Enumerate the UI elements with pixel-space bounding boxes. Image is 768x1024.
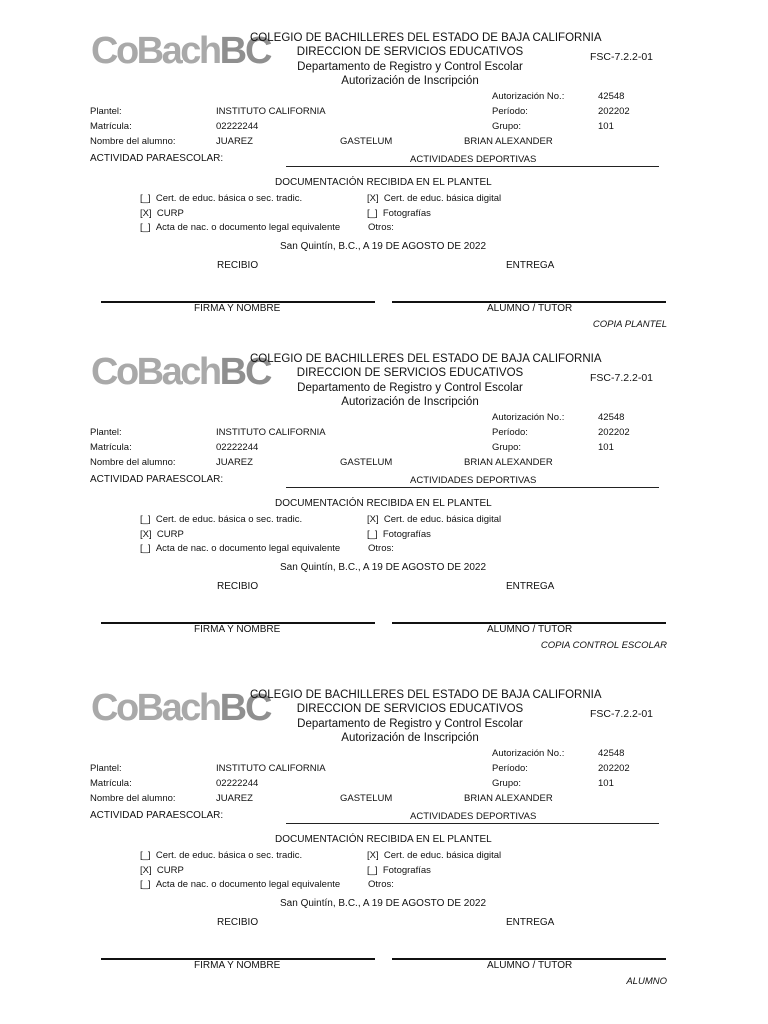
- nombres: BRIAN ALEXANDER: [464, 793, 553, 804]
- header-line-1: COLEGIO DE BACHILLERES DEL ESTADO DE BAJA CALIFORNIA: [250, 353, 602, 365]
- header-line-2: DIRECCION DE SERVICIOS EDUCATIVOS: [296, 703, 524, 716]
- matricula-value: 02222244: [216, 121, 259, 132]
- doc-item-acta: [_] Acta de nac. o documento legal equivalente: [140, 879, 341, 890]
- entrega-label: ENTREGA: [506, 581, 555, 592]
- header-line-3: Departamento de Registro y Control Escolar: [297, 381, 523, 394]
- plantel-label: Plantel:: [90, 427, 122, 438]
- nombres: BRIAN ALEXANDER: [464, 136, 553, 147]
- place-date: San Quintín, B.C., A 19 DE AGOSTO DE 2022: [280, 241, 487, 252]
- periodo-label: Período:: [492, 106, 528, 117]
- entrega-label: ENTREGA: [506, 260, 555, 271]
- actividad-value: ACTIVIDADES DEPORTIVAS: [410, 154, 537, 165]
- autorizacion-label: Autorización No.:: [492, 748, 565, 759]
- institution-header: [250, 688, 602, 745]
- autorizacion-value: 42548: [598, 91, 625, 102]
- authorization-copy-1: [0, 0, 768, 336]
- doc-otros-label: Otros:: [368, 543, 394, 554]
- autorizacion-label: Autorización No.:: [492, 91, 565, 102]
- actividad-value: ACTIVIDADES DEPORTIVAS: [410, 811, 537, 822]
- header-line-2: DIRECCION DE SERVICIOS EDUCATIVOS: [296, 367, 524, 380]
- cobach-logo: CoBachBC: [91, 30, 271, 72]
- apellido-paterno: JUAREZ: [216, 457, 253, 468]
- actividad-underline: [286, 823, 659, 824]
- doc-otros-label: Otros:: [368, 222, 394, 233]
- header-line-4: Autorización de Inscripción: [341, 74, 479, 87]
- documentation-title: DOCUMENTACIÓN RECIBIDA EN EL PLANTEL: [275, 177, 492, 188]
- apellido-paterno: JUAREZ: [216, 793, 253, 804]
- doc-item-cert-digital: [X] Cert. de educ. básica digital: [367, 514, 502, 525]
- doc-item-curp: [X] CURP: [140, 529, 184, 540]
- nombre-label: Nombre del alumno:: [90, 793, 176, 804]
- recibio-label: RECIBIO: [217, 260, 259, 271]
- nombres: BRIAN ALEXANDER: [464, 457, 553, 468]
- doc-item-fotografias: [_] Fotografías: [367, 529, 431, 540]
- plantel-value: INSTITUTO CALIFORNIA: [216, 106, 326, 117]
- actividad-underline: [286, 166, 659, 167]
- doc-item-curp: [X] CURP: [140, 865, 184, 876]
- header-line-1: COLEGIO DE BACHILLERES DEL ESTADO DE BAJA CALIFORNIA: [250, 32, 602, 44]
- apellido-materno: GASTELUM: [340, 793, 393, 804]
- nombre-label: Nombre del alumno:: [90, 136, 176, 147]
- cobach-logo: CoBachBC: [91, 687, 271, 729]
- grupo-value: 101: [598, 778, 614, 789]
- documentation-title: DOCUMENTACIÓN RECIBIDA EN EL PLANTEL: [275, 834, 492, 845]
- actividad-value: ACTIVIDADES DEPORTIVAS: [410, 475, 537, 486]
- grupo-value: 101: [598, 121, 614, 132]
- autorizacion-value: 42548: [598, 412, 625, 423]
- doc-item-cert-digital: [X] Cert. de educ. básica digital: [367, 193, 502, 204]
- periodo-label: Período:: [492, 763, 528, 774]
- grupo-label: Grupo:: [492, 442, 522, 453]
- form-code: FSC-7.2.2-01: [590, 708, 654, 720]
- header-line-2: DIRECCION DE SERVICIOS EDUCATIVOS: [296, 46, 524, 59]
- actividad-label: ACTIVIDAD PARAESCOLAR:: [90, 810, 224, 821]
- doc-otros-label: Otros:: [368, 879, 394, 890]
- institution-header: [250, 31, 602, 88]
- plantel-value: INSTITUTO CALIFORNIA: [216, 427, 326, 438]
- matricula-label: Matrícula:: [90, 442, 132, 453]
- periodo-value: 202202: [598, 763, 630, 774]
- header-line-1: COLEGIO DE BACHILLERES DEL ESTADO DE BAJA CALIFORNIA: [250, 689, 602, 701]
- plantel-value: INSTITUTO CALIFORNIA: [216, 763, 326, 774]
- documentation-title: DOCUMENTACIÓN RECIBIDA EN EL PLANTEL: [275, 498, 492, 509]
- copy-destination-note: ALUMNO: [626, 976, 667, 987]
- actividad-label: ACTIVIDAD PARAESCOLAR:: [90, 153, 224, 164]
- doc-item-cert-tradicional: [_] Cert. de educ. básica o sec. tradic.: [140, 514, 303, 525]
- matricula-value: 02222244: [216, 778, 259, 789]
- periodo-value: 202202: [598, 106, 630, 117]
- header-line-4: Autorización de Inscripción: [341, 395, 479, 408]
- entrega-label: ENTREGA: [506, 917, 555, 928]
- place-date: San Quintín, B.C., A 19 DE AGOSTO DE 2022: [280, 898, 487, 909]
- firma-nombre-label: FIRMA Y NOMBRE: [194, 960, 281, 971]
- recibio-label: RECIBIO: [217, 917, 259, 928]
- doc-item-curp: [X] CURP: [140, 208, 184, 219]
- header-line-3: Departamento de Registro y Control Escolar: [297, 60, 523, 73]
- form-code: FSC-7.2.2-01: [590, 51, 654, 63]
- institution-header: [250, 352, 602, 409]
- doc-item-acta: [_] Acta de nac. o documento legal equivalente: [140, 543, 341, 554]
- doc-item-fotografias: [_] Fotografías: [367, 865, 431, 876]
- doc-item-cert-tradicional: [_] Cert. de educ. básica o sec. tradic.: [140, 193, 303, 204]
- copy-destination-note: COPIA PLANTEL: [592, 319, 667, 330]
- plantel-label: Plantel:: [90, 763, 122, 774]
- alumno-tutor-label: ALUMNO / TUTOR: [487, 303, 573, 314]
- matricula-value: 02222244: [216, 442, 259, 453]
- grupo-value: 101: [598, 442, 614, 453]
- header-line-3: Departamento de Registro y Control Escolar: [297, 717, 523, 730]
- cobach-logo: CoBachBC: [91, 351, 271, 393]
- nombre-label: Nombre del alumno:: [90, 457, 176, 468]
- alumno-tutor-label: ALUMNO / TUTOR: [487, 624, 573, 635]
- plantel-label: Plantel:: [90, 106, 122, 117]
- header-line-4: Autorización de Inscripción: [341, 731, 479, 744]
- grupo-label: Grupo:: [492, 778, 522, 789]
- autorizacion-value: 42548: [598, 748, 625, 759]
- form-code: FSC-7.2.2-01: [590, 372, 654, 384]
- doc-item-fotografias: [_] Fotografías: [367, 208, 431, 219]
- recibio-label: RECIBIO: [217, 581, 259, 592]
- place-date: San Quintín, B.C., A 19 DE AGOSTO DE 2022: [280, 562, 487, 573]
- periodo-label: Período:: [492, 427, 528, 438]
- firma-nombre-label: FIRMA Y NOMBRE: [194, 303, 281, 314]
- apellido-paterno: JUAREZ: [216, 136, 253, 147]
- authorization-copy-2: [0, 321, 768, 657]
- authorization-copy-3: [0, 657, 768, 993]
- actividad-underline: [286, 487, 659, 488]
- apellido-materno: GASTELUM: [340, 136, 393, 147]
- alumno-tutor-label: ALUMNO / TUTOR: [487, 960, 573, 971]
- firma-nombre-label: FIRMA Y NOMBRE: [194, 624, 281, 635]
- copy-destination-note: COPIA CONTROL ESCOLAR: [540, 640, 667, 651]
- periodo-value: 202202: [598, 427, 630, 438]
- doc-item-cert-tradicional: [_] Cert. de educ. básica o sec. tradic.: [140, 850, 303, 861]
- grupo-label: Grupo:: [492, 121, 522, 132]
- apellido-materno: GASTELUM: [340, 457, 393, 468]
- matricula-label: Matrícula:: [90, 121, 132, 132]
- autorizacion-label: Autorización No.:: [492, 412, 565, 423]
- matricula-label: Matrícula:: [90, 778, 132, 789]
- doc-item-cert-digital: [X] Cert. de educ. básica digital: [367, 850, 502, 861]
- doc-item-acta: [_] Acta de nac. o documento legal equivalente: [140, 222, 341, 233]
- actividad-label: ACTIVIDAD PARAESCOLAR:: [90, 474, 224, 485]
